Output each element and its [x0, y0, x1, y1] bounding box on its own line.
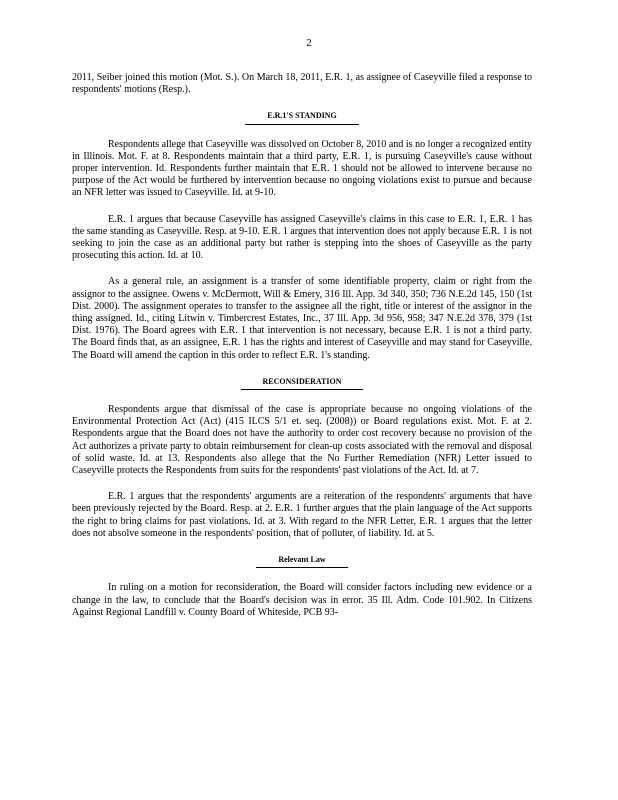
body-paragraph: Respondents allege that Caseyville was dissolved on October 8, 2010 and is no longer a recognized entity in Illinois. Mot. F. at 8. Respondents maintain that a third party, E.R. 1, is pursuing Caseyville's cause without proper intervention. Id. Respondents further maintain that E.R. 1 should not be allowed to intervene because no purpose of the Act would be furthered by intervention because no ongoing violations exist to pursue and because an NFR letter was issued to Caseyville. Id. at 9-10. — [72, 138, 532, 199]
opening-paragraph: 2011, Seiber joined this motion (Mot. S.). On March 18, 2011, E.R. 1, as assignee of Caseyville filed a response to respondents' motions (Resp.). — [72, 72, 532, 96]
section-heading-relevant-law: Relevant Law — [72, 554, 532, 568]
body-paragraph: In ruling on a motion for reconsideration, the Board will consider factors including new evidence or a change in the law, to conclude that the Board's decision was in error. 35 Ill. Adm. Code 101.902. In Citizens Against Regional Landfill v. County Board of Whiteside, PCB 93- — [72, 582, 532, 618]
page-number: 2 — [306, 37, 312, 49]
document-body — [72, 72, 532, 633]
body-paragraph: E.R. 1 argues that because Caseyville has assigned Caseyville's claims in this case to E.R. 1, E.R. 1 has the same standing as Caseyville. Resp. at 9-10. E.R. 1 argues that intervention does not apply because E.R. 1 is not seeking to join the case as an additional party but rather is stepping into the shoes of Caseyville as the party prosecuting this action. Id. at 10. — [72, 213, 532, 262]
section-heading-reconsideration: RECONSIDERATION — [72, 376, 532, 390]
section-heading-standing: E.R.1'S STANDING — [72, 110, 532, 124]
body-paragraph: As a general rule, an assignment is a transfer of some identifiable property, claim or right from the assignor to the assignee. Owens v. McDermott, Will & Emery, 316 Ill. App. 3d 340, 350; 736 N.E.2d 145, 150 (1st Dist. 2000). The assignment operates to transfer to the assignee all the right, title or interest of the assignor in the thing assigned. Id., citing Litwin v. Timbercrest Estates, Inc., 37 Ill. App. 3d 956, 958; 347 N.E.2d 378, 379 (1st Dist. 1976). The Board agrees with E.R. 1 that intervention is not necessary, because E.R. 1 is not a third party. The Board finds that, as an assignee, E.R. 1 has the rights and interest of Caseyville and may stand for Caseyville. The Board will amend the caption in this order to reflect E.R. 1's standing. — [72, 276, 532, 361]
body-paragraph: Respondents argue that dismissal of the case is appropriate because no ongoing violations of the Environmental Protection Act (Act) (415 ILCS 5/1 et. seq. (2008)) or Board regulations exist. Mot. F. at 2. Respondents argue that the Board does not have the authority to order cost recovery because no provision of the Act authorizes a private party to obtain reimbursement for clean-up costs associated with the removal and disposal of solid waste. Id. at 13. Respondents also allege that the No Further Remediation (NFR) Letter issued to Caseyville protects the Respondents from suits for the respondents' past violations of the Act. Id. at 7. — [72, 404, 532, 477]
body-paragraph: E.R. 1 argues that the respondents' arguments are a reiteration of the respondents' arguments that have been previously rejected by the Board. Resp. at 2. E.R. 1 further argues that the plain language of the Act supports the right to bring claims for past violations. Id. at 3. With regard to the NFR Letter, E.R. 1 argues that the letter does not absolve someone in the respondents' position, that of polluter, of liability. Id. at 5. — [72, 491, 532, 539]
